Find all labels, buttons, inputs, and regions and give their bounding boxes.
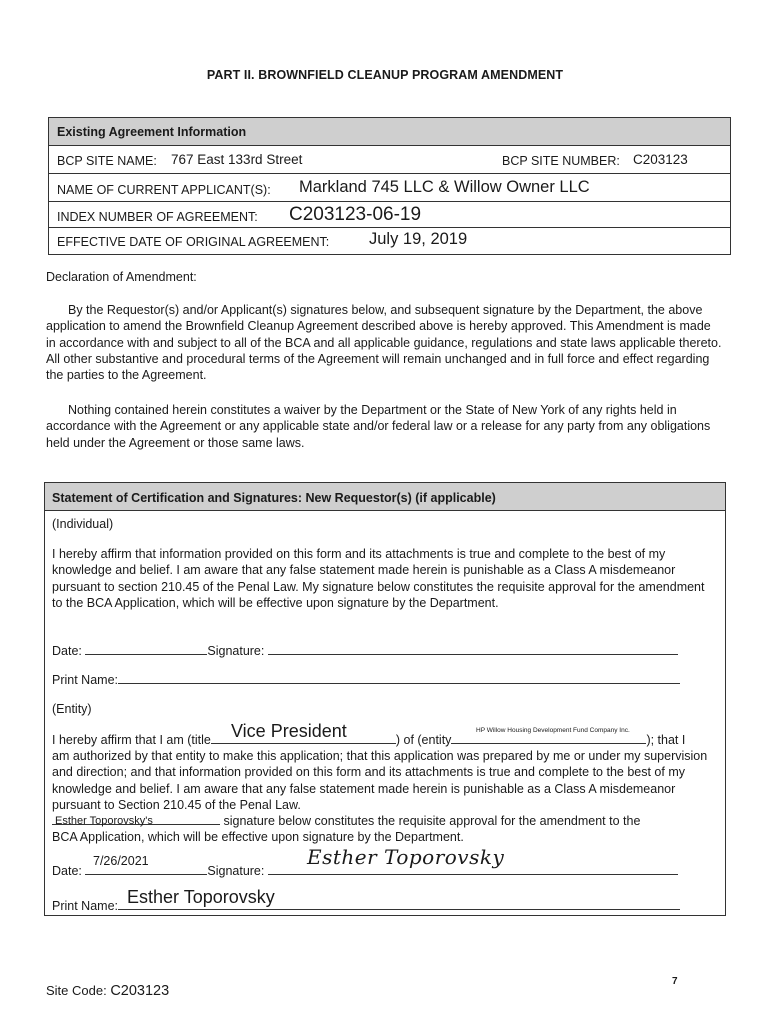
entity-suffix: ); that I: [646, 733, 686, 747]
effective-date-value[interactable]: July 19, 2019: [369, 230, 468, 248]
certification-box: [44, 482, 726, 916]
effective-date-label: EFFECTIVE DATE OF ORIGINAL AGREEMENT:: [57, 235, 330, 249]
title-value: Vice President: [231, 721, 347, 741]
certification-header: Statement of Certification and Signatures: New Requestor(s) (if applicable): [45, 483, 725, 511]
signer-possessive: Esther Toporovsky's: [55, 815, 153, 827]
site-row: [49, 146, 730, 174]
entity-signature-value: Esther Toporovsky: [307, 845, 505, 869]
approval-text-2: BCA Application, which will be effective upon signature by the Department.: [52, 830, 464, 844]
applicant-label: NAME OF CURRENT APPLICANT(S):: [57, 183, 271, 197]
entity-prefix: I hereby affirm that I am (title: [52, 733, 211, 747]
entity-date-label: Date:: [52, 864, 82, 878]
declaration-paragraph-1: [46, 302, 722, 383]
entity-print-name-label: Print Name:: [52, 899, 118, 913]
entity-print-name-value: Esther Toporovsky: [127, 887, 275, 907]
site-code-value: C203123: [110, 983, 170, 999]
effective-date-row: [49, 228, 730, 254]
approval-text: signature below constitutes the requisite approval for the amendment to the: [223, 814, 641, 828]
entity-of: ) of (entity: [395, 733, 452, 747]
page-number: 7: [672, 976, 678, 987]
declaration-text-2: Nothing contained herein constitutes a waiver by the Department or the State of New York of any rights held in accordance with the Agreement or any applicable state and/or federal law or a release for any party from any obligations held under the Agreement or those same laws.: [46, 403, 711, 450]
individual-text: I hereby affirm that information provided on this form and its attachments is true and complete to the best of my knowledge and belief. I am aware that any false statement made herein is punishable as a Class A misdemeanor pursuant to section 210.45 of the Penal Law. My signature below constitutes the requisite approval for the amendment to the BCA Application, which will be effective upon signature by the Department.: [52, 547, 705, 610]
site-name-label: BCP SITE NAME:: [57, 154, 157, 168]
individual-print-name-line: [52, 672, 716, 688]
individual-print-name-field[interactable]: [118, 672, 680, 684]
site-number-value[interactable]: C203123: [633, 152, 688, 167]
individual-date-label: Date:: [52, 644, 82, 658]
index-value[interactable]: C203123-06-19: [289, 204, 422, 225]
entity-affirm-line: [52, 732, 716, 748]
individual-signature-label: Signature:: [207, 644, 265, 658]
individual-print-name-label: Print Name:: [52, 673, 118, 687]
index-row: [49, 202, 730, 228]
applicant-value[interactable]: Markland 745 LLC & Willow Owner LLC: [299, 178, 590, 196]
declaration-paragraph-2: [46, 402, 722, 451]
site-code-footer: [46, 983, 169, 999]
individual-date-field[interactable]: [85, 643, 207, 655]
index-label: INDEX NUMBER OF AGREEMENT:: [57, 210, 258, 224]
entity-signature-label: Signature:: [207, 864, 265, 878]
applicant-row: [49, 174, 730, 202]
declaration-text-1: By the Requestor(s) and/or Applicant(s) signatures below, and subsequent signature by the Department, the above application to amend the Brownfield Cleanup Agreement described above is hereby approved. This Amendment is made in accordance with and subject to all of the BCA and all applicable guidance, regulations and state laws applicable thereto. All other substantive and procedural terms of the Agreement will remain unchanged and in full force and effect regarding the parties to the Agreement.: [46, 303, 722, 383]
existing-agreement-table: [48, 117, 731, 255]
existing-agreement-header: Existing Agreement Information: [49, 118, 730, 146]
site-number-label: BCP SITE NUMBER:: [502, 154, 620, 168]
individual-signature-field[interactable]: [268, 643, 678, 655]
entity-label: (Entity): [52, 702, 92, 716]
page-title: PART II. BROWNFIELD CLEANUP PROGRAM AMENDMENT: [206, 68, 564, 82]
site-code-label: Site Code:: [46, 983, 107, 998]
declaration-heading: Declaration of Amendment:: [46, 270, 197, 284]
site-name-value[interactable]: 767 East 133rd Street: [171, 152, 303, 167]
individual-date-signature-line: [52, 643, 716, 659]
entity-date-value: 7/26/2021: [93, 854, 149, 868]
entity-value: HP Willow Housing Development Fund Company Inc.: [476, 727, 630, 734]
entity-text: am authorized by that entity to make this application; that this application was prepared by me or under my supervision and direction; and that information provided on this form and its attachments is true and complete to the best of my knowledge and belief. I am aware that any false statement made herein is punishable as a Class A misdemeanor pursuant to Section 210.45 of the Penal Law.: [52, 749, 708, 812]
individual-label: (Individual): [52, 517, 114, 531]
